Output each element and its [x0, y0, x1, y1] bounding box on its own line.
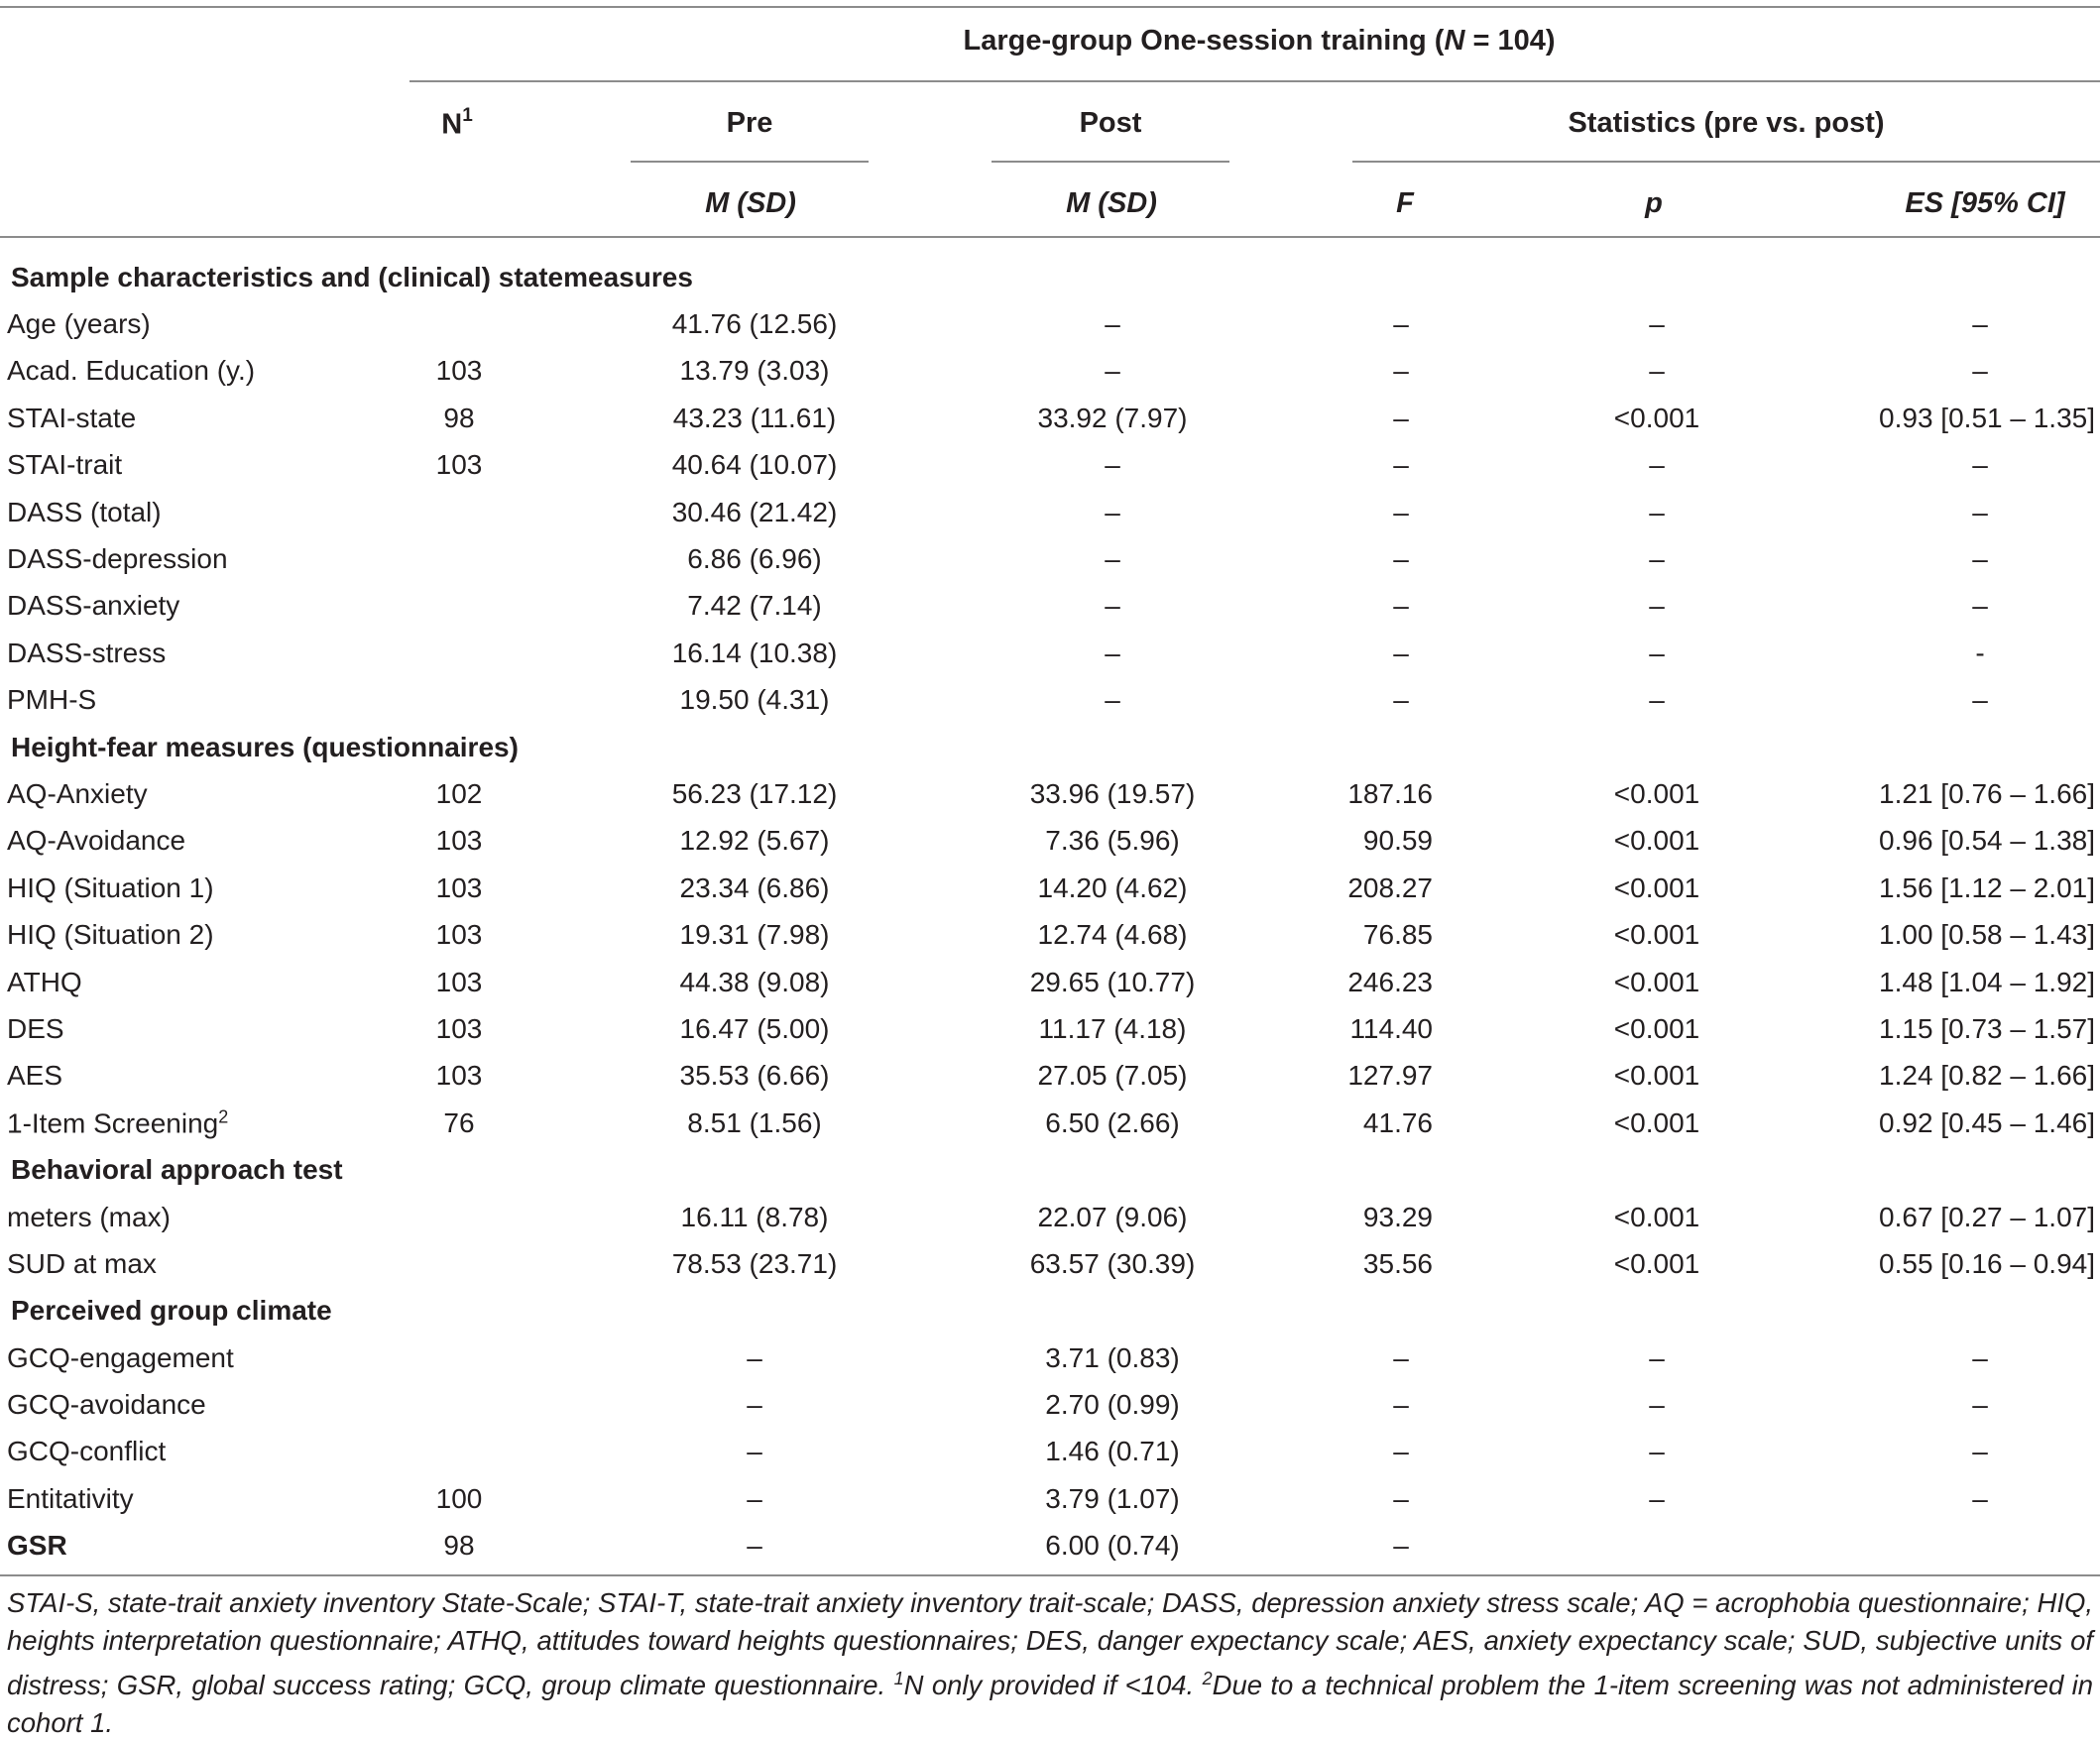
- cell-pre: 19.50 (4.31): [679, 684, 830, 716]
- table-row: [0, 818, 2100, 865]
- cell-pre: 78.53 (23.71): [671, 1247, 838, 1279]
- row-label: [7, 1389, 206, 1421]
- cell-es: –: [1972, 684, 1988, 716]
- cell-f: –: [1393, 684, 1409, 716]
- section-title: Perceived group climate: [11, 1295, 332, 1327]
- cell-f: –: [1393, 1341, 1409, 1373]
- table-row: [0, 911, 2100, 958]
- cell-p: –: [1649, 308, 1665, 340]
- table-row: [0, 959, 2100, 1005]
- group-title: [963, 27, 1555, 56]
- cell-p: –: [1649, 1389, 1665, 1421]
- cell-p: –: [1649, 543, 1665, 575]
- cell-pre: 23.34 (6.86): [679, 871, 830, 903]
- row-label-text: 1-Item Screening: [7, 1107, 219, 1139]
- cell-es: –: [1972, 355, 1988, 387]
- row-label: [7, 308, 151, 340]
- cell-p: –: [1649, 684, 1665, 716]
- row-label: [7, 403, 136, 434]
- row-label-text: GCQ-conflict: [7, 1436, 167, 1467]
- cell-pre: 43.23 (11.61): [672, 402, 837, 433]
- cell-post: 2.70 (0.99): [1045, 1389, 1180, 1421]
- group-header-rule: [409, 80, 2100, 82]
- cell-pre: 41.76 (12.56): [671, 308, 838, 340]
- row-label-text: SUD at max: [7, 1247, 157, 1279]
- cell-p: –: [1649, 1341, 1665, 1373]
- cell-post: 6.00 (0.74): [1045, 1530, 1180, 1562]
- table-row: [0, 395, 2100, 441]
- row-label-text: DES: [7, 1012, 64, 1044]
- cell-p: <0.001: [1613, 919, 1700, 951]
- row-label-text: ATHQ: [7, 966, 82, 997]
- cell-n: 103: [435, 449, 483, 481]
- row-label: [7, 543, 228, 575]
- table-row: [0, 535, 2100, 582]
- cell-es: 1.21 [0.76 – 1.66]: [1879, 777, 2095, 809]
- cell-pre: 16.47 (5.00): [679, 1012, 830, 1044]
- cell-pre: 44.38 (9.08): [679, 966, 830, 997]
- cell-post: 7.36 (5.96): [1045, 825, 1180, 857]
- row-label: [7, 355, 255, 387]
- row-label: [7, 1342, 234, 1374]
- table-row: [0, 348, 2100, 395]
- cell-post: 29.65 (10.77): [1029, 966, 1196, 997]
- cell-es: –: [1972, 1341, 1988, 1373]
- footnote-note-1: N only provided if <104.: [903, 1670, 1195, 1701]
- row-label: [7, 967, 82, 998]
- cell-n: 100: [435, 1482, 483, 1514]
- cell-es: –: [1972, 449, 1988, 481]
- table-row: [0, 442, 2100, 489]
- table-row: [0, 1335, 2100, 1381]
- cell-post: 6.50 (2.66): [1045, 1106, 1180, 1138]
- cell-f: 208.27: [1347, 871, 1433, 903]
- cell-p: –: [1649, 637, 1665, 668]
- table-row: [0, 630, 2100, 676]
- row-label-text: HIQ (Situation 2): [7, 919, 214, 951]
- row-label: [7, 590, 179, 622]
- cell-p: <0.001: [1613, 1106, 1700, 1138]
- subheader-pre: M (SD): [705, 187, 796, 219]
- row-label-text: STAI-state: [7, 402, 137, 433]
- pre-header-rule: [631, 161, 869, 163]
- row-label-text: STAI-trait: [7, 449, 123, 481]
- row-label-text: Age (years): [7, 308, 151, 340]
- row-label-text: DASS (total): [7, 496, 162, 527]
- cell-f: –: [1393, 449, 1409, 481]
- cell-n: 103: [435, 1012, 483, 1044]
- cell-f: –: [1393, 637, 1409, 668]
- cell-pre: –: [747, 1482, 762, 1514]
- stats-header-rule: [1352, 161, 2100, 163]
- row-label: [7, 1202, 171, 1233]
- cell-f: 90.59: [1362, 825, 1433, 857]
- cell-f: 114.40: [1349, 1012, 1433, 1044]
- cell-pre: 35.53 (6.66): [679, 1060, 830, 1092]
- row-label: [7, 778, 148, 810]
- row-label: [7, 497, 162, 528]
- group-n-value: = 104): [1464, 25, 1556, 57]
- table-row: [0, 1429, 2100, 1475]
- row-label-text: AQ-Anxiety: [7, 777, 148, 809]
- cell-es: 1.56 [1.12 – 2.01]: [1879, 871, 2095, 903]
- cell-es: –: [1972, 496, 1988, 527]
- section-header-row: [0, 724, 2100, 770]
- subheader-f: F: [1396, 187, 1414, 219]
- cell-f: 76.85: [1362, 919, 1433, 951]
- cell-n: 103: [435, 1060, 483, 1092]
- cell-p: –: [1649, 449, 1665, 481]
- cell-p: <0.001: [1613, 1012, 1700, 1044]
- table-row: [0, 1100, 2100, 1146]
- row-label: [7, 638, 166, 669]
- row-label-text: DASS-anxiety: [7, 590, 180, 622]
- cell-es: 0.96 [0.54 – 1.38]: [1879, 825, 2095, 857]
- cell-pre: –: [747, 1389, 762, 1421]
- cell-p: –: [1649, 1482, 1665, 1514]
- row-label-text: PMH-S: [7, 684, 97, 716]
- cell-f: –: [1393, 496, 1409, 527]
- table-row: [0, 1005, 2100, 1052]
- cell-post: –: [1105, 308, 1120, 340]
- cell-post: 12.74 (4.68): [1037, 919, 1188, 951]
- col-header-n-text: N: [441, 108, 463, 141]
- cell-es: –: [1972, 543, 1988, 575]
- group-n-symbol: N: [1444, 25, 1465, 57]
- section-title: Behavioral approach test: [11, 1154, 343, 1186]
- cell-p: <0.001: [1613, 402, 1700, 433]
- table-bottom-rule: [0, 1574, 2100, 1576]
- cell-es: 1.15 [0.73 – 1.57]: [1879, 1012, 2095, 1044]
- cell-post: –: [1105, 496, 1120, 527]
- cell-f: 93.29: [1362, 1201, 1433, 1232]
- cell-f: –: [1393, 355, 1409, 387]
- cell-es: 0.92 [0.45 – 1.46]: [1879, 1106, 2095, 1138]
- col-header-pre: Pre: [726, 107, 773, 139]
- header-bottom-rule: [0, 236, 2100, 238]
- row-label-text: GCQ-avoidance: [7, 1389, 206, 1421]
- cell-es: -: [1975, 637, 1985, 668]
- col-header-stats: Statistics (pre vs. post): [1568, 107, 1885, 139]
- cell-es: –: [1972, 308, 1988, 340]
- cell-post: –: [1105, 590, 1120, 622]
- cell-p: –: [1649, 1436, 1665, 1467]
- cell-pre: 13.79 (3.03): [679, 355, 830, 387]
- cell-pre: 30.46 (21.42): [671, 496, 838, 527]
- cell-pre: –: [747, 1341, 762, 1373]
- col-header-n: [441, 105, 473, 141]
- row-label: [7, 684, 96, 716]
- cell-n: 103: [435, 919, 483, 951]
- cell-es: –: [1972, 1482, 1988, 1514]
- cell-f: –: [1393, 308, 1409, 340]
- row-label: [7, 1248, 157, 1280]
- col-header-n-sup: 1: [462, 105, 473, 126]
- cell-post: –: [1105, 637, 1120, 668]
- cell-f: 187.16: [1347, 777, 1433, 809]
- cell-n: 102: [435, 777, 483, 809]
- row-label: [7, 449, 122, 481]
- table-row: [0, 1053, 2100, 1100]
- row-label-text: Entitativity: [7, 1482, 134, 1514]
- cell-post: 63.57 (30.39): [1029, 1247, 1196, 1279]
- row-label-text: DASS-depression: [7, 543, 228, 575]
- cell-f: –: [1393, 1482, 1409, 1514]
- cell-es: 1.48 [1.04 – 1.92]: [1879, 966, 2095, 997]
- section-header-row: [0, 254, 2100, 300]
- footnote-main: STAI-S, state-trait anxiety inventory State-Scale; STAI-T, state-trait anxiety inventory trait-scale; DASS, depression anxiety stress scale; AQ = acrophobia questionnaire; HIQ, heights interpretation questionnaire; ATHQ, attitudes toward heights questionnaires; DES, danger expectancy scale; AES, anxiety expectancy scale; SUD, subjective units of distress; GSR, global success rating; GCQ, group climate questionnaire.: [7, 1587, 2093, 1701]
- cell-n: 98: [443, 402, 475, 433]
- table-row: [0, 1523, 2100, 1569]
- cell-pre: 19.31 (7.98): [679, 919, 830, 951]
- row-label: [7, 1060, 62, 1092]
- post-header-rule: [992, 161, 1229, 163]
- cell-post: –: [1105, 355, 1120, 387]
- cell-p: <0.001: [1613, 1201, 1700, 1232]
- cell-post: 33.96 (19.57): [1029, 777, 1196, 809]
- cell-n: 98: [443, 1530, 475, 1562]
- col-header-post: Post: [1079, 107, 1142, 139]
- row-label: [7, 1483, 134, 1515]
- cell-f: –: [1393, 1436, 1409, 1467]
- cell-pre: –: [747, 1530, 762, 1562]
- cell-pre: 12.92 (5.67): [679, 825, 830, 857]
- footnote-sup-2: 2: [1202, 1669, 1213, 1688]
- row-label: [7, 825, 185, 857]
- row-label-text: GSR: [7, 1530, 67, 1562]
- cell-f: 127.97: [1347, 1060, 1433, 1092]
- cell-n: 103: [435, 355, 483, 387]
- cell-p: <0.001: [1613, 966, 1700, 997]
- table-row: [0, 1194, 2100, 1240]
- cell-n: 103: [435, 871, 483, 903]
- row-label-text: GCQ-engagement: [7, 1341, 234, 1373]
- subheader-post: M (SD): [1066, 187, 1157, 219]
- cell-f: 246.23: [1347, 966, 1433, 997]
- section-header-row: [0, 1146, 2100, 1193]
- cell-f: –: [1393, 1389, 1409, 1421]
- row-label-text: AQ-Avoidance: [7, 825, 186, 857]
- cell-p: <0.001: [1613, 825, 1700, 857]
- cell-es: –: [1972, 1436, 1988, 1467]
- cell-n: 103: [435, 966, 483, 997]
- cell-p: –: [1649, 590, 1665, 622]
- row-label-text: meters (max): [7, 1201, 171, 1232]
- cell-p: <0.001: [1613, 1060, 1700, 1092]
- row-label: [7, 1530, 67, 1562]
- cell-f: –: [1393, 543, 1409, 575]
- cell-post: –: [1105, 449, 1120, 481]
- cell-post: 3.79 (1.07): [1045, 1482, 1180, 1514]
- cell-post: –: [1105, 684, 1120, 716]
- row-label: [7, 919, 214, 951]
- cell-es: –: [1972, 1389, 1988, 1421]
- table-row: [0, 1475, 2100, 1522]
- cell-p: –: [1649, 355, 1665, 387]
- cell-es: 0.67 [0.27 – 1.07]: [1879, 1201, 2095, 1232]
- cell-f: –: [1393, 590, 1409, 622]
- table-row: [0, 489, 2100, 535]
- group-title-text: Large-group One-session training (: [963, 25, 1445, 57]
- cell-post: 27.05 (7.05): [1037, 1060, 1188, 1092]
- cell-es: 1.24 [0.82 – 1.66]: [1879, 1060, 2095, 1092]
- cell-post: 3.71 (0.83): [1045, 1341, 1180, 1373]
- cell-pre: 7.42 (7.14): [687, 590, 822, 622]
- row-label-text: Acad. Education (y.): [7, 355, 256, 387]
- cell-pre: 40.64 (10.07): [671, 449, 838, 481]
- subheader-p: p: [1645, 187, 1663, 219]
- cell-n: 76: [443, 1106, 475, 1138]
- row-label: [7, 1013, 64, 1045]
- cell-pre: 16.11 (8.78): [680, 1201, 829, 1232]
- table-row: [0, 1240, 2100, 1287]
- table-row: [0, 300, 2100, 347]
- table-body: [0, 254, 2100, 1569]
- cell-post: –: [1105, 543, 1120, 575]
- cell-post: 1.46 (0.71): [1045, 1436, 1180, 1467]
- cell-n: 103: [435, 825, 483, 857]
- section-header-row: [0, 1288, 2100, 1335]
- row-label-text: DASS-stress: [7, 637, 167, 668]
- table-top-rule: [0, 6, 2100, 8]
- cell-es: 0.93 [0.51 – 1.35]: [1879, 402, 2095, 433]
- cell-p: <0.001: [1613, 1247, 1700, 1279]
- table-row: [0, 583, 2100, 630]
- subheader-es: ES [95% CI]: [1905, 187, 2065, 219]
- cell-es: 1.00 [0.58 – 1.43]: [1879, 919, 2095, 951]
- table-row: [0, 770, 2100, 817]
- row-label-text: HIQ (Situation 1): [7, 871, 214, 903]
- cell-pre: 56.23 (17.12): [671, 777, 838, 809]
- cell-f: 41.76: [1362, 1106, 1433, 1138]
- cell-p: <0.001: [1613, 871, 1700, 903]
- cell-p: –: [1649, 496, 1665, 527]
- cell-f: –: [1393, 402, 1409, 433]
- cell-pre: –: [747, 1436, 762, 1467]
- row-label-sup: 2: [218, 1106, 229, 1127]
- table-row: [0, 677, 2100, 724]
- row-label-text: AES: [7, 1060, 63, 1092]
- row-label: [7, 1106, 228, 1139]
- cell-f: –: [1393, 1530, 1409, 1562]
- cell-es: –: [1972, 590, 1988, 622]
- cell-post: 22.07 (9.06): [1037, 1201, 1188, 1232]
- table-row: [0, 1381, 2100, 1428]
- cell-pre: 6.86 (6.96): [687, 543, 822, 575]
- cell-post: 11.17 (4.18): [1038, 1012, 1187, 1044]
- table-footnote: [7, 1584, 2093, 1742]
- cell-es: 0.55 [0.16 – 0.94]: [1879, 1247, 2095, 1279]
- cell-f: 35.56: [1362, 1247, 1433, 1279]
- row-label: [7, 1436, 166, 1467]
- footnote-note-2: Due to a technical problem the 1-item screening was not administered in cohort 1.: [7, 1670, 2094, 1739]
- cell-post: 14.20 (4.62): [1037, 871, 1188, 903]
- row-label: [7, 872, 214, 904]
- section-title: Height-fear measures (questionnaires): [11, 731, 519, 762]
- footnote-sup-1: 1: [893, 1669, 904, 1688]
- section-title: Sample characteristics and (clinical) statemeasures: [11, 261, 693, 292]
- cell-p: <0.001: [1613, 777, 1700, 809]
- cell-pre: 8.51 (1.56): [687, 1106, 822, 1138]
- table-row: [0, 865, 2100, 911]
- cell-pre: 16.14 (10.38): [671, 637, 838, 668]
- cell-post: 33.92 (7.97): [1037, 402, 1188, 433]
